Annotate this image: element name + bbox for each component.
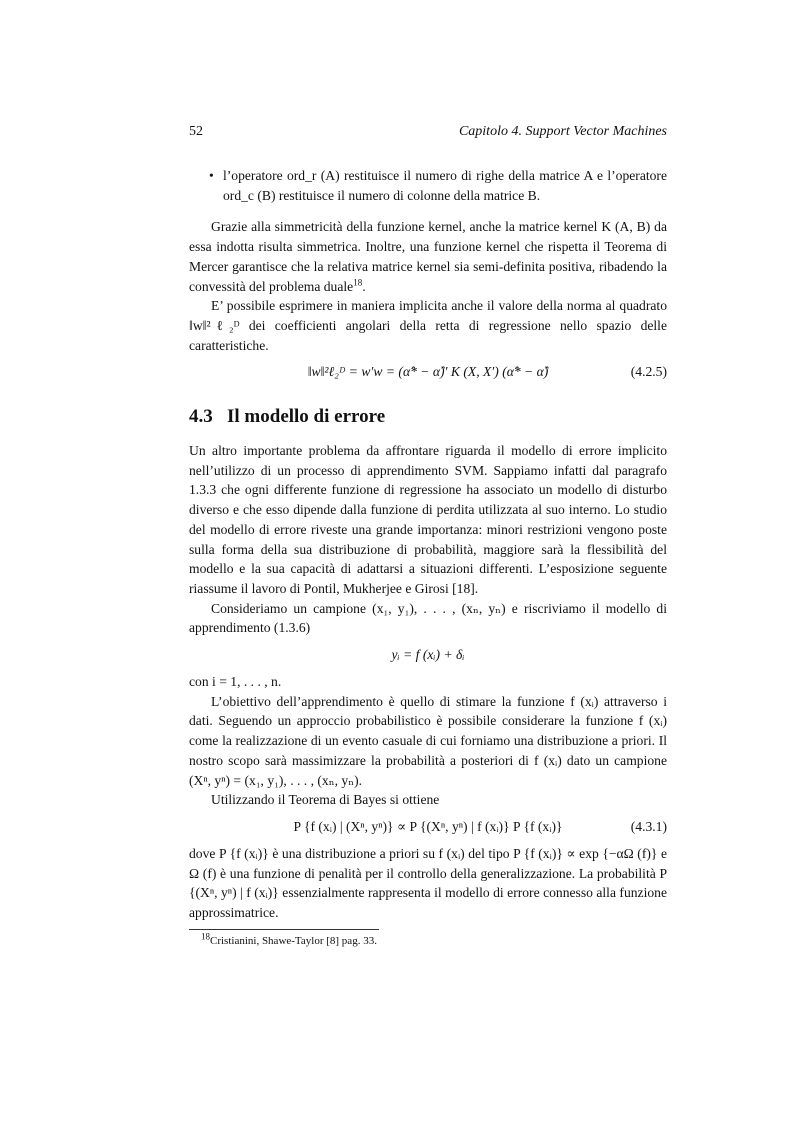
equation-4-2-5 <box>189 355 667 389</box>
paragraph-sample: Consideriamo un campione (x₁, y₁), . . . , (xₙ, yₙ) e riscriviamo il modello di apprendimento (1.3.6) <box>189 600 667 636</box>
paragraph-kernel-text: Grazie alla simmetricità della funzione kernel, anche la matrice kernel K (A, B) da essa indotta risulta simmetrica. Inoltre, una funzione kernel che rispetta il Teorema di Mercer garantisce che la relativa matrice kernel sia semi-definita positiva, ribadendo la convessità del problema duale <box>189 219 667 294</box>
page-body <box>189 166 667 948</box>
footnote-mark: 18 <box>353 276 363 287</box>
paragraph-error-model: Un altro importante problema da affrontare riguarda il modello di errore implicito nell’utilizzo di un processo di apprendimento SVM. Sappiamo infatti dal paragrafo 1.3.3 che ogni differente funzione di regressione ha associato un modello di disturbo diverso e che esso dipende dalla funzione di perdita utilizzata al suo interno. Lo studio del modello di errore riveste una grande importanza: minori restrizioni vengono poste sulla forma della sua distribuzione di probabilità, maggiore sarà la flessibilità del modello e la sua capacità di adattarsi a situazioni differenti. L’esposizione seguente riassume il lavoro di Pontil, Mukherjee e Girosi [18]. <box>189 443 667 596</box>
equation-4-2-5-body: ‖w‖²ℓ₂ᴰ = w′w = (α̂* − α̂)′ K (X, X′) (α̂* − α̂) <box>307 364 549 380</box>
section-heading <box>189 407 667 427</box>
paragraph-objective: L’obiettivo dell’apprendimento è quello di stimare la funzione f (xᵢ) attraverso i dati. Seguendo un approccio probabilistico è possibile considerare la funzione f (xᵢ) come la realizzazione di un evento casuale di cui forniamo una distribuzione a priori. Il nostro scopo sarà massimizzare la probabilità a posteriori di f (xᵢ) dato un campione (Xⁿ, yⁿ) = (x₁, y₁), . . . , (xₙ, yₙ). <box>189 693 667 788</box>
section-number: 4.3 <box>189 406 213 428</box>
equation-4-3-1 <box>189 810 667 844</box>
paragraph-index: con i = 1, . . . , n. <box>189 674 282 690</box>
equation-4-3-1-number: (4.3.1) <box>630 819 667 835</box>
equation-4-2-5-number: (4.2.5) <box>630 364 667 380</box>
footnote <box>189 931 667 948</box>
page-header <box>189 124 667 144</box>
paragraph-kernel-symmetry: Grazie alla simmetricità della funzione kernel, anche la matrice kernel K (A, B) da essa indotta risulta simmetrica. Inoltre, una funzione kernel che rispetta il Teorema di Mercer garantisce che la relativa matrice kernel sia semi-definita positiva, ribadendo la convessità del problema duale$^{18}$. <box>189 219 667 294</box>
page-number: 52 <box>189 124 203 139</box>
footnote-number: 18 <box>201 931 210 942</box>
bullet-item <box>209 166 667 205</box>
running-title: Capitolo 4. Support Vector Machines <box>458 124 667 139</box>
paragraph-norm: E’ possibile esprimere in maniera implicita anche il valore della norma al quadrato ‖w‖²ℓ₂ᴰ dei coefficienti angolari della retta di regressione nello spazio delle caratteristiche. <box>189 298 667 353</box>
paragraph-prior: dove P {f (xᵢ)} è una distribuzione a priori su f (xᵢ) del tipo P {f (xᵢ)} ∝ exp {−αΩ (f)} e Ω (f) è una funzione di penalità per il controllo della generalizzazione. La probabilità P {(Xⁿ, yⁿ) | f (xᵢ)} essenzialmente rappresenta il modello di errore connesso alla funzione approssimatrice. <box>189 845 667 921</box>
footnote-divider <box>189 929 379 930</box>
bullet-text: l’operatore ord_r (A) restituisce il numero di righe della matrice A e l’operatore ord_c (B) restituisce il numero di colonne della matrice B. <box>223 168 667 203</box>
section-title: Il modello di errore <box>227 406 386 428</box>
footnote-text: Cristianini, Shawe-Taylor [8] pag. 33. <box>210 934 377 947</box>
bullet-icon: • <box>209 168 214 183</box>
equation-model-body: yᵢ = f (xᵢ) + δᵢ <box>391 647 465 663</box>
equation-4-3-1-body: P {f (xᵢ) | (Xⁿ, yⁿ)} ∝ P {(Xⁿ, yⁿ) | f (xᵢ)} P {f (xᵢ)} <box>293 819 563 835</box>
paragraph-bayes: Utilizzando il Teorema di Bayes si ottiene <box>211 792 440 808</box>
equation-model <box>189 638 667 672</box>
